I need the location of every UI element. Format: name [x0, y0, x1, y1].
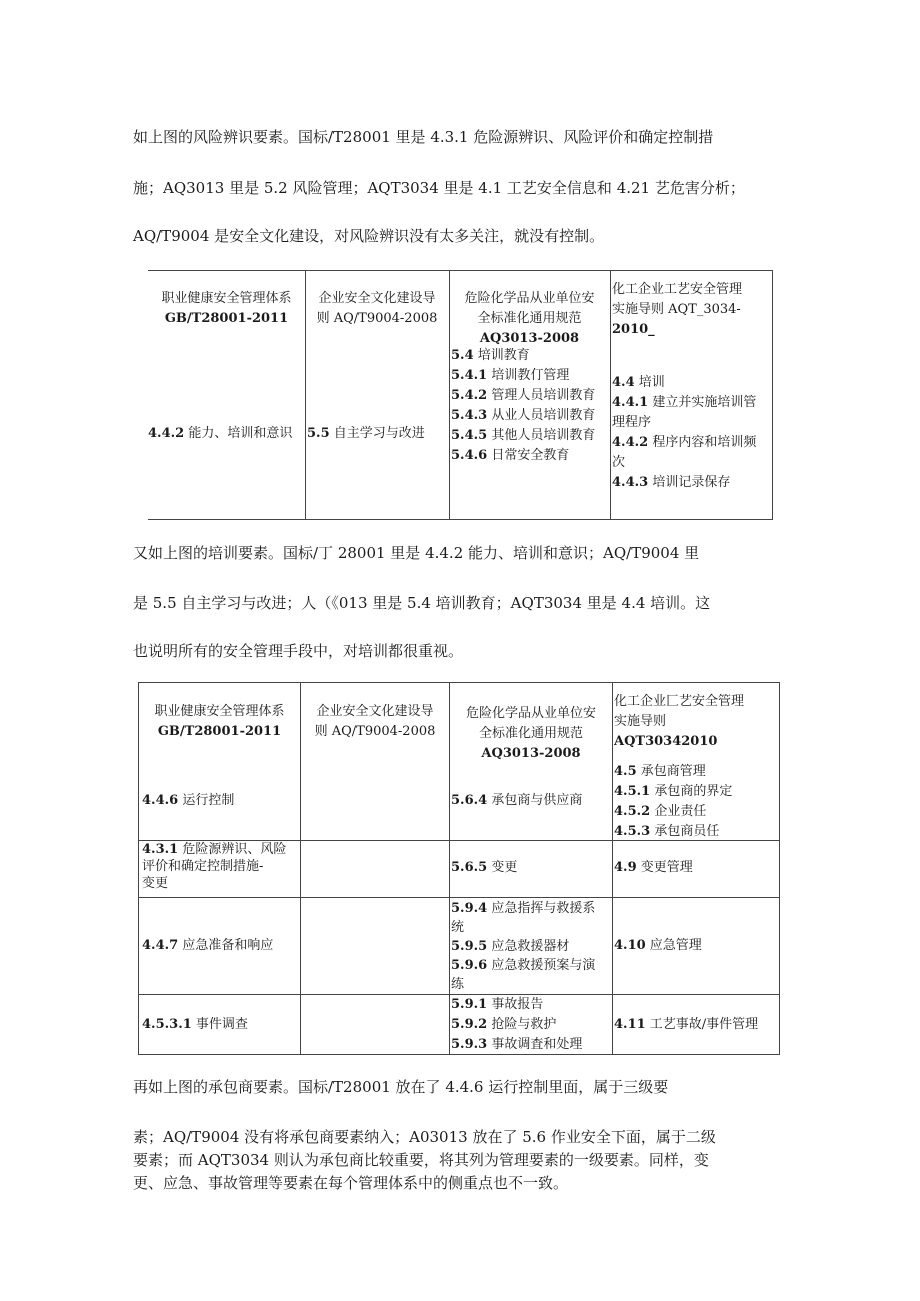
header-aq3013 [449, 289, 610, 349]
header-line: 则 AQ/T9004-2008 [316, 311, 438, 326]
clause-line: 5.9.2 抢险与救护 [451, 1017, 557, 1032]
clause-line: 4.4.3 培训记录保存 [612, 475, 731, 490]
clause-line: 5.9.6 应急救援预案与演 [451, 958, 596, 973]
clause-line: 4.5.3.1 事件调查 [142, 1017, 248, 1032]
paragraph-line: 施；AQ3013 里是 5.2 风险管理；AQT3034 里是 4.1 工艺安全信息和 4.21 艺危害分析； [133, 179, 745, 197]
paragraph-line: 素；AQ/T9004 没有将承包商要素纳入；A03013 放在了 5.6 作业安全下面，属于二级 [133, 1128, 716, 1146]
cell-r1-aq3013 [451, 791, 612, 811]
header-gb-t28001 [139, 702, 300, 742]
clause-line: 4.5.2 企业责任 [614, 804, 707, 819]
clause-line: 评价和确定控制措施- [142, 859, 264, 874]
clause-line: 4.11 工艺事故/事件管理 [614, 1017, 759, 1032]
header-line: 职业健康安全管理体系 [154, 704, 285, 719]
header-line: 危险化学品从业单位安 [465, 706, 596, 721]
header-aq-t9004 [305, 289, 449, 329]
header-line: 全标准化通用规范 [477, 311, 582, 326]
cell-aq9004-clause [307, 424, 449, 444]
header-gb-t28001 [148, 289, 305, 329]
paragraph-line: AQ/T9004 是安全文化建设，对风险辨识没有太多关注，就没有控制。 [133, 227, 605, 245]
clause-line: 5.4.1 培训教仃管理 [451, 368, 570, 383]
header-line: 全标准化通用规范 [478, 726, 583, 741]
paragraph-line: 也说明所有的安全管理手段中，对培训都很重视。 [133, 642, 464, 660]
clause-line: 统 [451, 920, 465, 935]
clause-line: 5.6.4 承包商与供应商 [451, 793, 583, 808]
header-line: 实施导则 AQT_3034- [612, 302, 741, 317]
cell-r1-aqt3034 [614, 762, 779, 842]
clause-line: 5.4.6 日常安全教育 [451, 448, 570, 463]
paragraph-line: 更、应急、事故管理等要素在每个管理体系中的侧重点也不一致。 [133, 1174, 569, 1192]
cell-r4-aq3013 [451, 995, 612, 1055]
clause-line: 4.10 应急管理 [614, 938, 702, 953]
clause-line: 练 [451, 977, 465, 992]
header-line: 实施导则 [614, 714, 667, 729]
cell-aqt3034-clauses [612, 373, 772, 493]
header-aq3013 [450, 704, 612, 764]
clause-line: 4.3.1 危险源辨识、风险 [142, 842, 287, 857]
paragraph-line: 如上图的风险辨识要素。国标/T28001 里是 4.3.1 危险源辨识、风险评价和确定控制措 [133, 128, 714, 146]
clause-line: 5.4 培训教育 [451, 348, 530, 363]
cell-r2-aqt3034 [614, 858, 779, 878]
clause-line: 5.9.4 应急指挥与救援系 [451, 901, 596, 916]
clause-line: 变更 [142, 876, 169, 891]
clause-line: 4.4.2 程序内容和培训频 [612, 435, 757, 450]
paragraph-line: 是 5.5 自主学习与改进；人（《013 里是 5.4 培训教育；AQT3034 里是 4.4 培训。这 [133, 594, 711, 612]
clause-line: 5.9.1 事故报告 [451, 997, 544, 1012]
clause-line: 4.5 承包商管理 [614, 764, 706, 779]
paragraph-line: 又如上图的培训要素。国标/丁 28001 里是 4.4.2 能力、培训和意识；AQ/T9004 里 [133, 544, 700, 562]
clause-line: 4.4.6 运行控制 [142, 793, 235, 808]
clause-line: 5.9.3 事故调査和处理 [451, 1037, 583, 1052]
cell-r2-gb [142, 841, 300, 892]
cell-r3-gb [142, 936, 300, 956]
paragraph-line: 再如上图的承包商要素。国标/T28001 放在了 4.4.6 运行控制里面，属于三级要 [133, 1078, 669, 1096]
clause-line: 4.9 变更管理 [614, 860, 693, 875]
clause-line: 次 [612, 455, 626, 470]
clause-line: 4.5.3 承包商员任 [614, 824, 720, 839]
clause-line: 5.6.5 变更 [451, 860, 518, 875]
cell-r4-aqt3034 [614, 1015, 779, 1035]
header-aqt3034 [612, 280, 772, 340]
header-line: AQ3013-2008 [481, 746, 581, 761]
cell-r3-aq3013 [451, 899, 612, 994]
clause-line: 5.4.5 其他人员培训教育 [451, 428, 596, 443]
cell-gb-clause [148, 424, 305, 444]
cell-aq3013-clauses [451, 346, 610, 466]
paragraph-line: 要素；而 AQT3034 则认为承包商比较重要，将其列为管理要素的一级要素。同样，变 [133, 1151, 709, 1169]
cell-r4-gb [142, 1015, 300, 1035]
clause-line: 4.4 培训 [612, 375, 665, 390]
clause-line: 5.4.2 管理人员培训教育 [451, 388, 596, 403]
cell-r3-aqt3034 [614, 936, 779, 956]
header-line: 则 AQ/T9004-2008 [314, 724, 436, 739]
header-line: 危险化学品从业单位安 [464, 291, 595, 306]
header-line: 企业安全文化建设导 [318, 291, 436, 306]
header-aq-t9004 [301, 702, 449, 742]
cell-r2-aq3013 [451, 858, 612, 878]
clause-line: 4.4.1 建立并实施培训管 [612, 395, 757, 410]
clause-line: 4.4.2 能力、培训和意识 [148, 426, 293, 441]
cell-r1-gb [142, 791, 300, 811]
header-line: 化工企业工艺安全管理 [612, 282, 743, 297]
clause-line: 5.9.5 应急救援器材 [451, 939, 570, 954]
header-aqt3034 [614, 692, 779, 752]
header-line: AQ3013-2008 [479, 331, 580, 346]
header-line: 职业健康安全管理体系 [161, 291, 292, 306]
header-line: 化工企业匚艺安全管理 [614, 694, 745, 709]
header-line: GB/T28001-2011 [157, 724, 282, 739]
clause-line: 4.4.7 应急准备和响应 [142, 938, 274, 953]
header-line: 2010_ [612, 322, 655, 337]
header-line: GB/T28001-2011 [164, 311, 289, 326]
clause-line: 5.5 自主学习与改进 [307, 426, 425, 441]
header-line: 企业安全文化建设导 [316, 704, 434, 719]
header-line: AQT30342010 [614, 734, 718, 749]
clause-line: 4.5.1 承包商的界定 [614, 784, 733, 799]
clause-line: 5.4.3 从业人员培训教育 [451, 408, 596, 423]
clause-line: 理程序 [612, 415, 652, 430]
